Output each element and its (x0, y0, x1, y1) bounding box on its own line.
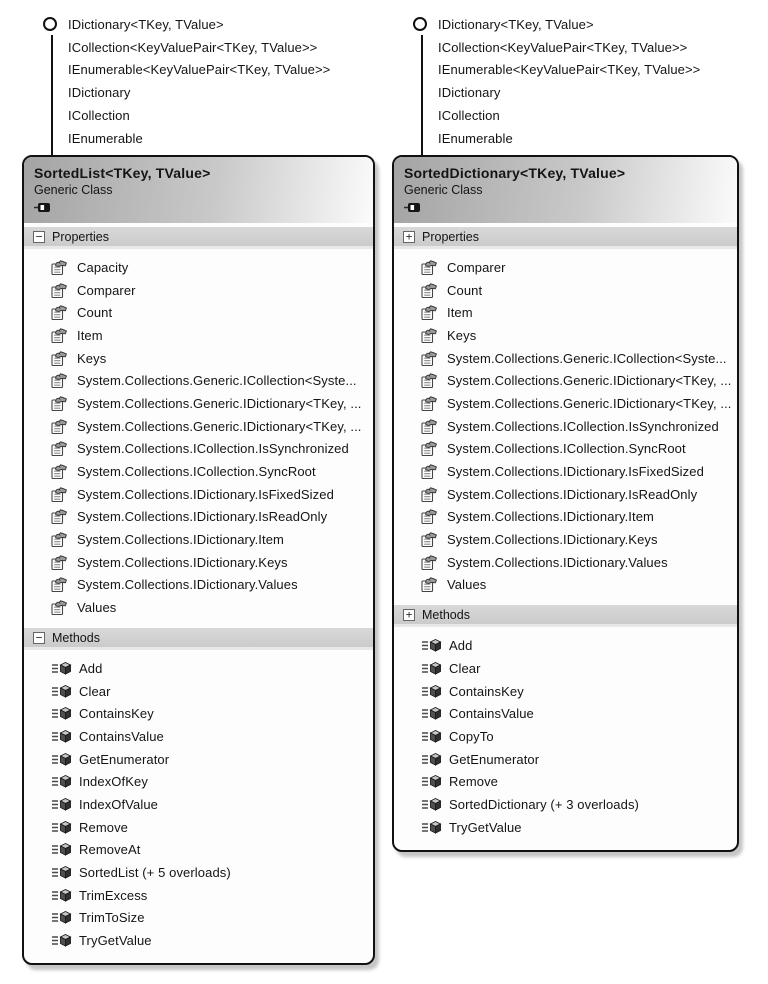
property-row-label: System.Collections.Generic.IDictionary<TKey, ... (447, 395, 732, 411)
property-icon (420, 486, 440, 503)
interface-label-label: IDictionary (438, 85, 501, 101)
class-header[interactable] (394, 157, 737, 223)
property-icon (50, 282, 70, 299)
property-row[interactable] (24, 347, 373, 370)
method-icon (50, 706, 72, 721)
method-row-label: IndexOfKey (79, 774, 148, 790)
method-row-label: TryGetValue (449, 819, 522, 835)
property-row[interactable] (24, 279, 373, 302)
interface-label[interactable] (68, 105, 375, 128)
property-icon (50, 508, 70, 525)
interface-label-label: IEnumerable (68, 130, 143, 146)
method-icon (50, 797, 72, 812)
property-icon (420, 372, 440, 389)
class-node-sortedlist (22, 0, 375, 965)
method-row[interactable] (24, 929, 373, 952)
class-header[interactable] (24, 157, 373, 223)
property-row[interactable] (24, 301, 373, 324)
section-bar-properties (394, 227, 737, 249)
method-icon (50, 933, 72, 948)
property-row[interactable] (24, 392, 373, 415)
property-row-label: Values (77, 600, 117, 616)
property-row[interactable] (394, 483, 737, 506)
property-row[interactable] (24, 324, 373, 347)
collapse-widget-icon[interactable] (34, 202, 52, 213)
property-row-label: System.Collections.IDictionary.Item (447, 509, 654, 525)
property-icon (420, 440, 440, 457)
property-row-label: Capacity (77, 259, 129, 275)
class-box-sorteddictionary[interactable] (392, 155, 739, 852)
method-row[interactable] (394, 816, 737, 839)
property-row-label: Keys (77, 350, 107, 366)
interface-label[interactable] (438, 128, 739, 151)
property-row-label: System.Collections.ICollection.SyncRoot (77, 464, 316, 480)
interface-label[interactable] (438, 37, 739, 60)
property-icon (420, 350, 440, 367)
method-icon (420, 774, 442, 789)
property-icon (50, 531, 70, 548)
property-row[interactable] (24, 256, 373, 279)
property-icon (420, 282, 440, 299)
method-row[interactable] (24, 816, 373, 839)
method-icon (50, 842, 72, 857)
property-row-label: Keys (447, 327, 477, 343)
interface-list-sortedlist (22, 0, 375, 155)
method-icon (50, 684, 72, 699)
method-row-label: Add (449, 638, 473, 654)
property-row[interactable] (24, 483, 373, 506)
property-icon (50, 327, 70, 344)
interface-label-label: ICollection (68, 107, 130, 123)
method-icon (420, 729, 442, 744)
collapse-widget-icon[interactable] (404, 202, 422, 213)
property-row[interactable] (24, 528, 373, 551)
property-icon (50, 304, 70, 321)
method-row[interactable] (394, 793, 737, 816)
interface-label[interactable] (68, 37, 375, 60)
method-list (24, 650, 373, 957)
class-box-sortedlist[interactable] (22, 155, 375, 965)
method-row-label: TrimExcess (79, 887, 148, 903)
method-row-label: GetEnumerator (79, 751, 170, 767)
method-icon (420, 684, 442, 699)
method-row[interactable] (24, 907, 373, 930)
property-row[interactable] (24, 596, 373, 619)
method-row[interactable] (394, 770, 737, 793)
method-row-label: Add (79, 660, 103, 676)
property-icon (50, 554, 70, 571)
property-row[interactable] (394, 369, 737, 392)
property-row[interactable] (394, 551, 737, 574)
property-row[interactable] (394, 574, 737, 597)
method-row[interactable] (24, 884, 373, 907)
method-row-label: TryGetValue (79, 933, 152, 949)
property-row[interactable] (24, 506, 373, 529)
property-icon (420, 327, 440, 344)
method-row-label: IndexOfValue (79, 796, 159, 812)
interface-lollipop-icon (43, 17, 57, 31)
method-row[interactable] (24, 725, 373, 748)
method-row-label: Clear (79, 683, 111, 699)
property-icon (50, 440, 70, 457)
method-icon (50, 729, 72, 744)
property-row-label: System.Collections.IDictionary.IsFixedSized (77, 486, 334, 502)
method-row[interactable] (394, 725, 737, 748)
property-row-label: Comparer (77, 282, 136, 298)
method-row-label: Clear (449, 660, 481, 676)
interface-label[interactable] (438, 14, 739, 37)
method-row[interactable] (24, 748, 373, 771)
method-icon (420, 661, 442, 676)
property-icon (50, 259, 70, 276)
interface-label-label: ICollection<KeyValuePair<TKey, TValue>> (68, 39, 318, 55)
interface-label-label: IDictionary (68, 85, 131, 101)
property-list (24, 249, 373, 624)
method-icon (50, 752, 72, 767)
lollipop-stem-line (51, 35, 53, 155)
lollipop-stem-line (421, 35, 423, 155)
class-stereotype: Generic Class (34, 183, 113, 197)
method-row-label: CopyTo (449, 728, 494, 744)
interface-lollipop-icon (413, 17, 427, 31)
property-row-label: System.Collections.IDictionary.IsReadOnly (77, 509, 328, 525)
section-label: Properties (52, 229, 109, 244)
expander-toggle[interactable]: + (403, 609, 415, 621)
method-row-label: GetEnumerator (449, 751, 540, 767)
property-row[interactable] (394, 347, 737, 370)
method-row[interactable] (24, 793, 373, 816)
interface-label[interactable] (68, 128, 375, 151)
property-row-label: System.Collections.IDictionary.Keys (447, 532, 658, 548)
method-row[interactable] (24, 702, 373, 725)
property-row[interactable] (24, 574, 373, 597)
method-row-label: SortedList (+ 5 overloads) (79, 865, 231, 881)
property-row-label: Comparer (447, 259, 506, 275)
property-row-label: System.Collections.IDictionary.Values (447, 554, 668, 570)
method-row-label: ContainsKey (79, 706, 154, 722)
property-row[interactable] (24, 415, 373, 438)
property-row-label: System.Collections.IDictionary.Item (77, 532, 284, 548)
class-title: SortedDictionary<TKey, TValue> (404, 165, 626, 181)
expander-toggle[interactable]: − (33, 632, 45, 644)
interface-labels (438, 14, 739, 150)
property-row-label: System.Collections.IDictionary.Values (77, 577, 298, 593)
method-list (394, 627, 737, 843)
method-icon (50, 820, 72, 835)
section-bar-properties (24, 227, 373, 249)
method-row[interactable] (394, 657, 737, 680)
property-row-label: System.Collections.ICollection.SyncRoot (447, 441, 686, 457)
method-icon (50, 910, 72, 925)
property-icon (420, 463, 440, 480)
property-row-label: Count (77, 305, 113, 321)
section-bar-methods (394, 605, 737, 627)
property-icon (420, 304, 440, 321)
method-row[interactable] (24, 839, 373, 862)
property-row[interactable] (394, 324, 737, 347)
property-row-label: Count (447, 282, 483, 298)
interface-labels (68, 14, 375, 150)
property-row[interactable] (24, 551, 373, 574)
class-title: SortedList<TKey, TValue> (34, 165, 211, 181)
method-row-label: SortedDictionary (+ 3 overloads) (449, 796, 639, 812)
property-row[interactable] (394, 301, 737, 324)
class-node-sorteddictionary (392, 0, 739, 852)
property-icon (50, 599, 70, 616)
method-icon (420, 820, 442, 835)
section-label: Methods (52, 630, 100, 645)
property-row[interactable] (394, 392, 737, 415)
property-row-label: System.Collections.IDictionary.IsFixedSized (447, 464, 704, 480)
interface-label[interactable] (68, 59, 375, 82)
property-row-label: System.Collections.ICollection.IsSynchronized (447, 418, 719, 434)
method-row-label: RemoveAt (79, 842, 141, 858)
interface-label-label: ICollection<KeyValuePair<TKey, TValue>> (438, 39, 688, 55)
method-row[interactable] (394, 748, 737, 771)
method-row[interactable] (24, 770, 373, 793)
interface-label-label: IDictionary<TKey, TValue> (68, 17, 224, 32)
property-row-label: System.Collections.IDictionary.IsReadOnly (447, 486, 698, 502)
property-row-label: System.Collections.Generic.IDictionary<TKey, ... (77, 395, 362, 411)
property-row-label: System.Collections.IDictionary.Keys (77, 554, 288, 570)
property-icon (420, 418, 440, 435)
property-row-label: System.Collections.Generic.ICollection<Syste... (447, 350, 727, 366)
method-row[interactable] (24, 861, 373, 884)
property-row-label: System.Collections.Generic.ICollection<Syste... (77, 373, 357, 389)
method-row[interactable] (24, 657, 373, 680)
class-stereotype: Generic Class (404, 183, 483, 197)
property-icon (420, 259, 440, 276)
property-icon (50, 372, 70, 389)
method-row-label: ContainsValue (449, 706, 534, 722)
method-icon (420, 706, 442, 721)
property-icon (50, 418, 70, 435)
interface-label-label: IDictionary<TKey, TValue> (438, 17, 594, 32)
property-row-label: Item (447, 305, 473, 321)
method-row[interactable] (394, 680, 737, 703)
property-icon (420, 508, 440, 525)
property-icon (50, 395, 70, 412)
expander-toggle[interactable]: − (33, 231, 45, 243)
property-row[interactable] (394, 460, 737, 483)
property-icon (420, 576, 440, 593)
method-icon (50, 865, 72, 880)
property-row[interactable] (394, 438, 737, 461)
property-row[interactable] (24, 460, 373, 483)
property-list (394, 249, 737, 601)
property-row-label: System.Collections.Generic.IDictionary<TKey, ... (77, 418, 362, 434)
method-row[interactable] (394, 634, 737, 657)
property-row[interactable] (394, 415, 737, 438)
interface-label[interactable] (68, 14, 375, 37)
property-icon (50, 576, 70, 593)
expander-toggle[interactable]: + (403, 231, 415, 243)
interface-label-label: ICollection (438, 107, 500, 123)
method-row[interactable] (24, 680, 373, 703)
property-row[interactable] (394, 506, 737, 529)
section-bar-methods (24, 628, 373, 650)
property-icon (420, 395, 440, 412)
property-row-label: Item (77, 327, 103, 343)
property-row-label: Values (447, 577, 487, 593)
interface-list-sorteddictionary (392, 0, 739, 155)
method-icon (420, 797, 442, 812)
property-row[interactable] (24, 438, 373, 461)
method-row-label: TrimToSize (79, 910, 145, 926)
property-row[interactable] (394, 528, 737, 551)
interface-label[interactable] (438, 59, 739, 82)
method-row-label: ContainsKey (449, 683, 524, 699)
method-row-label: Remove (79, 819, 129, 835)
property-row[interactable] (24, 369, 373, 392)
interface-label[interactable] (438, 105, 739, 128)
property-icon (50, 350, 70, 367)
section-label: Methods (422, 607, 470, 622)
property-icon (420, 531, 440, 548)
property-row-label: System.Collections.Generic.IDictionary<TKey, ... (447, 373, 732, 389)
property-icon (420, 554, 440, 571)
property-row-label: System.Collections.ICollection.IsSynchronized (77, 441, 349, 457)
interface-label-label: IEnumerable<KeyValuePair<TKey, TValue>> (438, 62, 701, 78)
section-label: Properties (422, 229, 479, 244)
property-row[interactable] (394, 279, 737, 302)
method-row[interactable] (394, 702, 737, 725)
property-icon (50, 463, 70, 480)
method-icon (420, 752, 442, 767)
method-icon (50, 888, 72, 903)
method-row-label: Remove (449, 774, 499, 790)
interface-label[interactable] (68, 82, 375, 105)
method-icon (50, 774, 72, 789)
interface-label-label: IEnumerable (438, 130, 513, 146)
method-row-label: ContainsValue (79, 728, 164, 744)
interface-label-label: IEnumerable<KeyValuePair<TKey, TValue>> (68, 62, 331, 78)
interface-label[interactable] (438, 82, 739, 105)
method-icon (50, 661, 72, 676)
method-icon (420, 638, 442, 653)
property-row[interactable] (394, 256, 737, 279)
property-icon (50, 486, 70, 503)
